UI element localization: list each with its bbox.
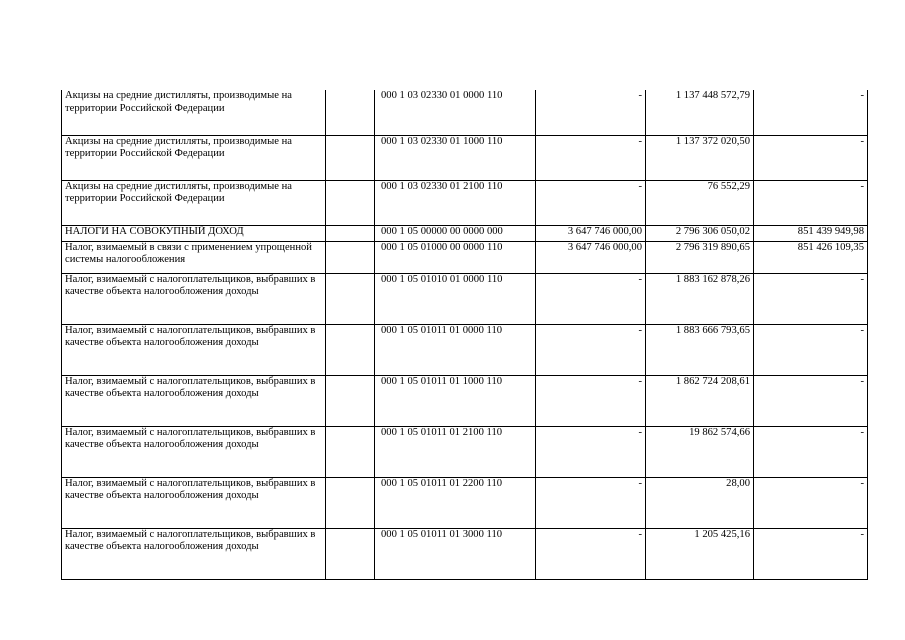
table-row bbox=[62, 180, 868, 225]
cell-rest: - bbox=[754, 324, 868, 375]
cell-empty bbox=[326, 241, 375, 273]
cell-plan: - bbox=[536, 90, 646, 135]
cell-plan: 3 647 746 000,00 bbox=[536, 225, 646, 241]
cell-plan: - bbox=[536, 273, 646, 324]
cell-code: 000 1 03 02330 01 0000 110 bbox=[375, 90, 536, 135]
cell-empty bbox=[326, 135, 375, 180]
table-row bbox=[62, 426, 868, 477]
cell-empty bbox=[326, 273, 375, 324]
cell-name: Налог, взимаемый с налогоплательщиков, выбравших в качестве объекта налогообложения доходы bbox=[62, 477, 326, 528]
cell-rest: 851 426 109,35 bbox=[754, 241, 868, 273]
table-row bbox=[62, 241, 868, 273]
cell-code: 000 1 05 01010 01 0000 110 bbox=[375, 273, 536, 324]
cell-name: Налог, взимаемый в связи с применением упрощенной системы налогообложения bbox=[62, 241, 326, 273]
cell-rest: - bbox=[754, 90, 868, 135]
cell-rest: - bbox=[754, 273, 868, 324]
table-row bbox=[62, 225, 868, 241]
cell-exec: 1 862 724 208,61 bbox=[646, 375, 754, 426]
budget-table-body bbox=[62, 90, 868, 579]
cell-name: Акцизы на средние дистилляты, производимые на территории Российской Федерации bbox=[62, 90, 326, 135]
cell-plan: - bbox=[536, 528, 646, 579]
cell-empty bbox=[326, 225, 375, 241]
cell-exec: 1 883 162 878,26 bbox=[646, 273, 754, 324]
cell-name: Акцизы на средние дистилляты, производимые на территории Российской Федерации bbox=[62, 135, 326, 180]
cell-plan: - bbox=[536, 477, 646, 528]
cell-name: Налог, взимаемый с налогоплательщиков, выбравших в качестве объекта налогообложения доходы bbox=[62, 375, 326, 426]
cell-code: 000 1 05 01011 01 2200 110 bbox=[375, 477, 536, 528]
cell-exec: 1 137 372 020,50 bbox=[646, 135, 754, 180]
table-row bbox=[62, 90, 868, 135]
cell-code: 000 1 05 01011 01 3000 110 bbox=[375, 528, 536, 579]
budget-sheet bbox=[61, 90, 867, 580]
cell-name: Налог, взимаемый с налогоплательщиков, выбравших в качестве объекта налогообложения доходы bbox=[62, 528, 326, 579]
cell-code: 000 1 05 01000 00 0000 110 bbox=[375, 241, 536, 273]
cell-name: Налог, взимаемый с налогоплательщиков, выбравших в качестве объекта налогообложения доходы bbox=[62, 273, 326, 324]
cell-exec: 1 883 666 793,65 bbox=[646, 324, 754, 375]
cell-rest: 851 439 949,98 bbox=[754, 225, 868, 241]
cell-name: Акцизы на средние дистилляты, производимые на территории Российской Федерации bbox=[62, 180, 326, 225]
cell-rest: - bbox=[754, 477, 868, 528]
cell-exec: 28,00 bbox=[646, 477, 754, 528]
cell-code: 000 1 03 02330 01 2100 110 bbox=[375, 180, 536, 225]
cell-rest: - bbox=[754, 426, 868, 477]
cell-plan: - bbox=[536, 135, 646, 180]
cell-empty bbox=[326, 324, 375, 375]
table-row bbox=[62, 135, 868, 180]
cell-empty bbox=[326, 528, 375, 579]
cell-exec: 1 137 448 572,79 bbox=[646, 90, 754, 135]
cell-plan: - bbox=[536, 375, 646, 426]
cell-code: 000 1 05 01011 01 1000 110 bbox=[375, 375, 536, 426]
cell-name: НАЛОГИ НА СОВОКУПНЫЙ ДОХОД bbox=[62, 225, 326, 241]
cell-code: 000 1 05 00000 00 0000 000 bbox=[375, 225, 536, 241]
table-row bbox=[62, 375, 868, 426]
cell-name: Налог, взимаемый с налогоплательщиков, выбравших в качестве объекта налогообложения доходы bbox=[62, 426, 326, 477]
cell-rest: - bbox=[754, 528, 868, 579]
table-row bbox=[62, 324, 868, 375]
cell-code: 000 1 05 01011 01 0000 110 bbox=[375, 324, 536, 375]
cell-exec: 2 796 306 050,02 bbox=[646, 225, 754, 241]
table-row bbox=[62, 273, 868, 324]
cell-empty bbox=[326, 426, 375, 477]
cell-empty bbox=[326, 90, 375, 135]
cell-plan: - bbox=[536, 180, 646, 225]
table-row bbox=[62, 477, 868, 528]
cell-plan: 3 647 746 000,00 bbox=[536, 241, 646, 273]
cell-exec: 76 552,29 bbox=[646, 180, 754, 225]
cell-empty bbox=[326, 375, 375, 426]
cell-empty bbox=[326, 477, 375, 528]
cell-name: Налог, взимаемый с налогоплательщиков, выбравших в качестве объекта налогообложения доходы bbox=[62, 324, 326, 375]
cell-code: 000 1 05 01011 01 2100 110 bbox=[375, 426, 536, 477]
table-row bbox=[62, 528, 868, 579]
cell-empty bbox=[326, 180, 375, 225]
cell-exec: 19 862 574,66 bbox=[646, 426, 754, 477]
cell-rest: - bbox=[754, 135, 868, 180]
cell-plan: - bbox=[536, 324, 646, 375]
cell-rest: - bbox=[754, 375, 868, 426]
cell-exec: 2 796 319 890,65 bbox=[646, 241, 754, 273]
cell-plan: - bbox=[536, 426, 646, 477]
cell-exec: 1 205 425,16 bbox=[646, 528, 754, 579]
budget-table bbox=[61, 90, 868, 580]
cell-rest: - bbox=[754, 180, 868, 225]
cell-code: 000 1 03 02330 01 1000 110 bbox=[375, 135, 536, 180]
